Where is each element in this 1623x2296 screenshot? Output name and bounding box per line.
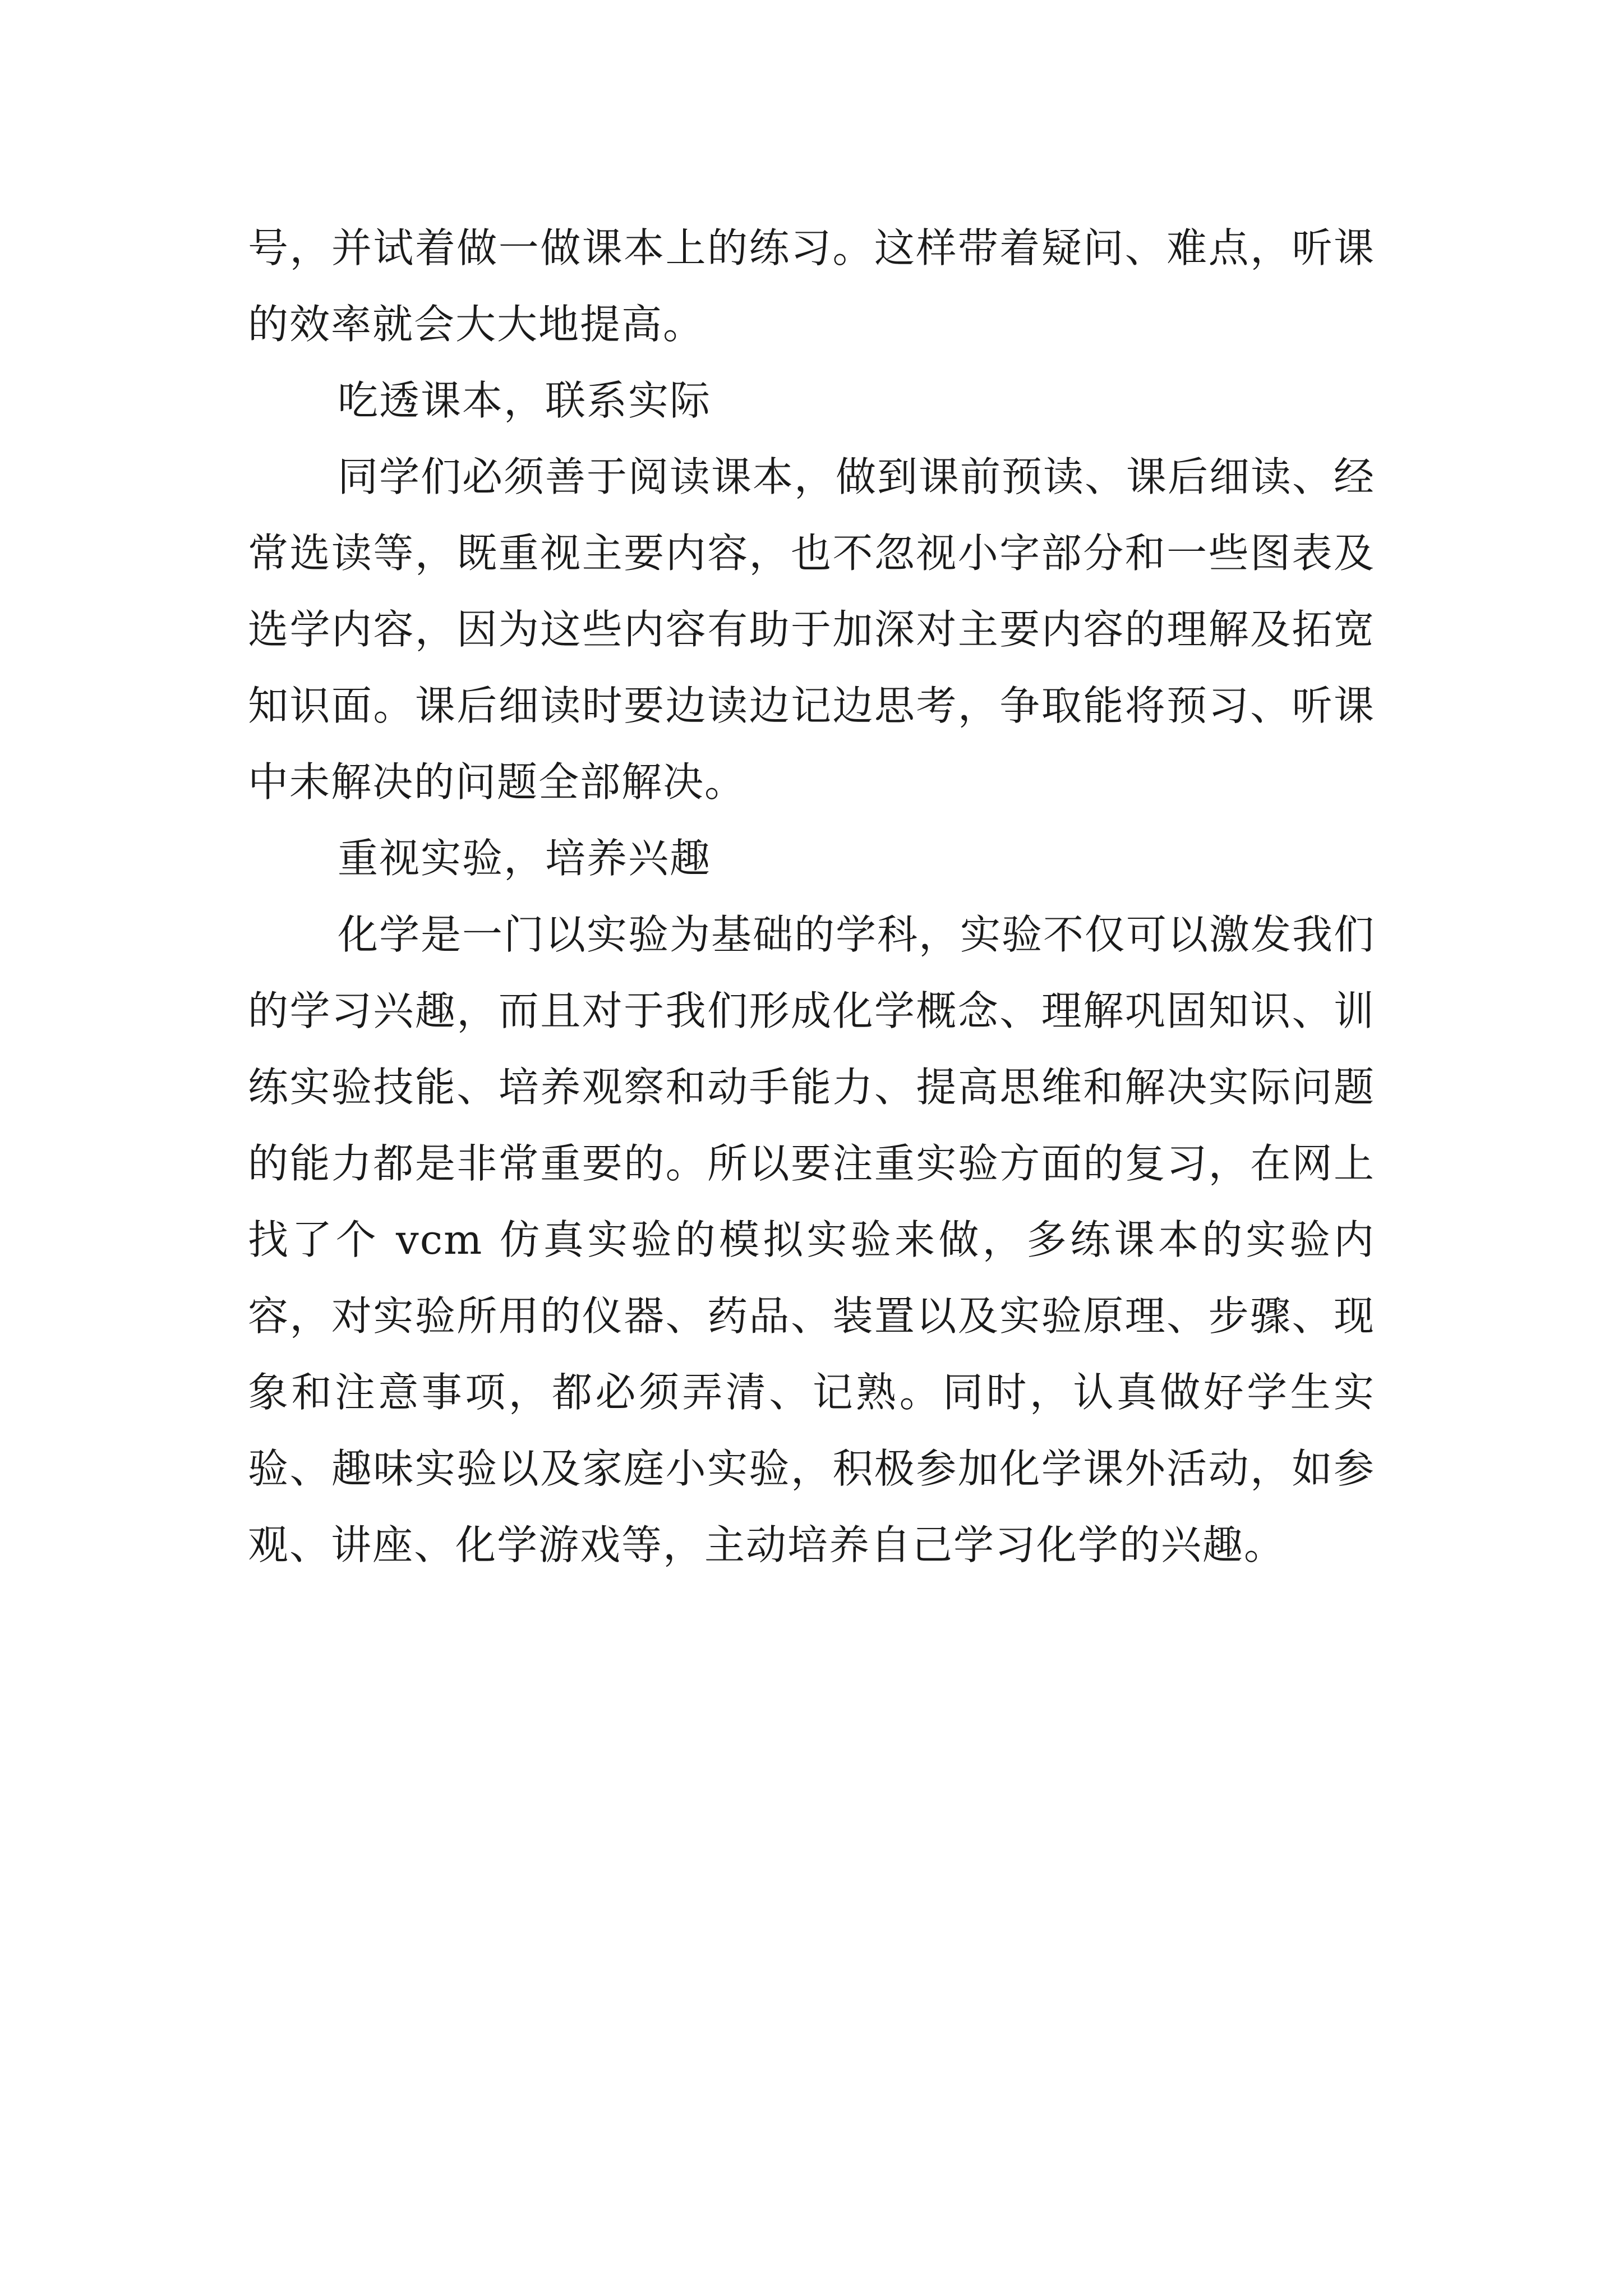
- section-heading-experiment: 重视实验，培养兴趣: [338, 835, 712, 882]
- paragraph-continuation: 号，并试着做一做课本上的练习。这样带着疑问、难点，听课的效率就会大大地提高。: [248, 224, 1375, 348]
- section-heading-textbook: 吃透课本，联系实际: [338, 377, 712, 424]
- paragraph-textbook: 同学们必须善于阅读课本，做到课前预读、课后细读、经常选读等，既重视主要内容，也不忽视小字部分和一些图表及选学内容，因为这些内容有助于加深对主要内容的理解及拓宽知识面。课后细读时要边读边记边思考，争取能将预习、听课中未解决的问题全部解决。: [248, 453, 1376, 806]
- paragraph-experiment: 化学是一门以实验为基础的学科，实验不仅可以激发我们的学习兴趣，而且对于我们形成化学概念、理解巩固知识、训练实验技能、培养观察和动手能力、提高思维和解决实际问题的能力都是非常重要的。所以要注重实验方面的复习，在网上找了个 vcm 仿真实验的模拟实验来做，多练课本的实验内容，对实验所用的仪器、药品、装置以及实验原理、步骤、现象和注意事项，都必须弄清、记熟。同时，认真做好学生实验、趣味实验以及家庭小实验，积极参加化学课外活动，如参观、讲座、化学游戏等，主动培养自己学习化学的兴趣。: [248, 911, 1376, 1568]
- document-body: [248, 210, 1375, 1583]
